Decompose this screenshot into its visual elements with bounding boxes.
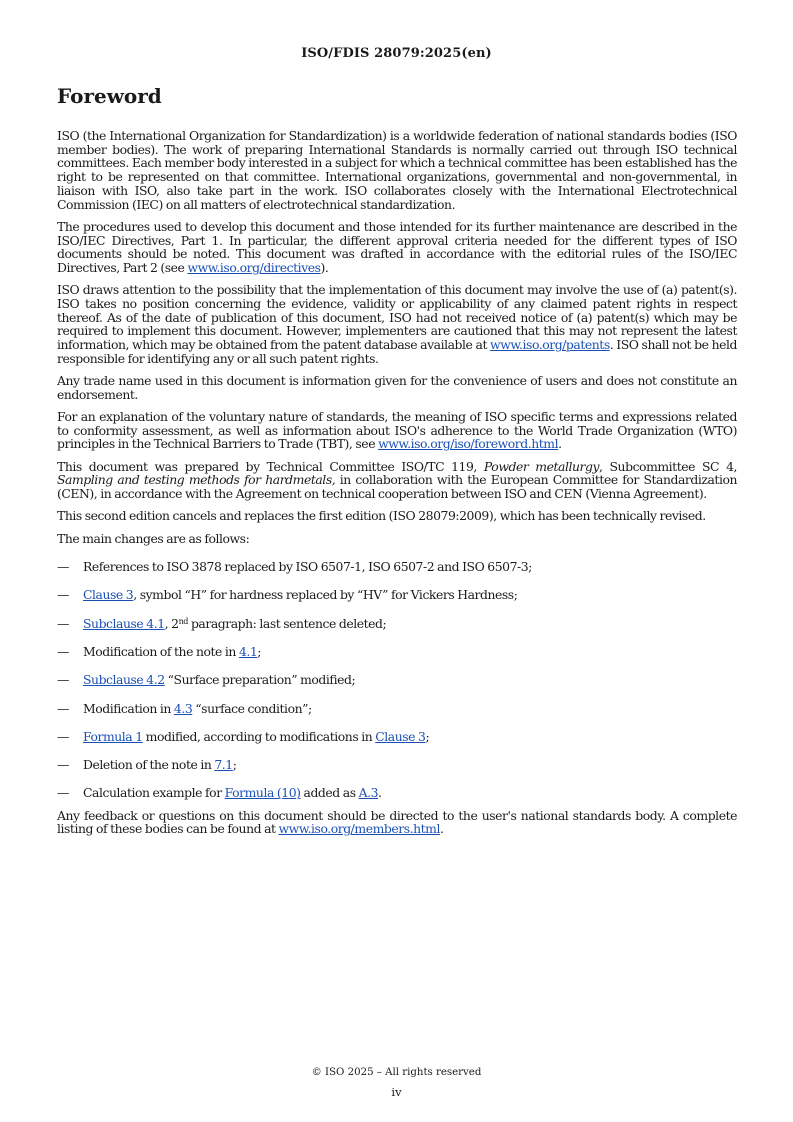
list-dash: — [57,728,69,744]
paragraph-tail: . [558,436,562,452]
list-item-text [83,786,382,800]
list-dash: — [57,587,69,603]
paragraph-tail: . ISO shall not be held responsible for identifying any or all such patent rights. [57,337,738,366]
list-dash: — [57,757,69,773]
patents-link[interactable]: www.iso.org/patents [490,337,610,353]
document-identifier: ISO/FDIS 28079:2025(en) [301,46,492,61]
copyright-notice: © ISO 2025 – All rights reserved [311,1067,482,1078]
paragraph-procedures [57,220,737,275]
paragraph-committee [57,460,737,501]
list-dash: — [57,559,69,575]
subcommittee-title: Sampling and testing methods for hardmetals, [57,472,336,488]
page-title: Foreword [57,84,162,108]
changes-list [57,560,737,800]
list-item-rest: Deletion of the note in [83,757,215,773]
list-item-text [83,758,236,772]
paragraph-tail: . [440,821,444,837]
paragraph-text: This document was prepared by Technical Committee ISO/TC 119, [57,458,484,474]
list-item-rest: , symbol “H” for hardness replaced by “HV” for Vickers Hardness; [133,587,518,603]
ref-7-1-link[interactable]: 7.1 [214,757,233,773]
ref-4-1-link[interactable]: 4.1 [238,643,258,659]
foreword-info-link[interactable]: www.iso.org/iso/foreword.html [378,436,559,452]
paragraph-text: The procedures used to develop this document and those intended for its further maintenance are described in the ISO/IEC Directives, Part 1. In particular, the different approval criteria needed for the different types of ISO documents should be noted. This document was drafted in accordance with the editorial rules of the ISO/IEC Directives, Part 2 (see [57,218,737,275]
list-item [57,560,737,574]
clause-3-link[interactable]: Clause 3 [83,587,134,603]
list-item-rest: modified, according to modifications in [142,728,376,744]
list-item [57,758,737,772]
list-item-rest: ; [425,728,430,744]
list-dash: — [57,700,69,716]
paragraph-text: Any feedback or questions on this document should be directed to the user's national standards body. A complete listing of these bodies can be found at [57,807,737,837]
page-number: iv [391,1085,402,1099]
list-item [57,588,737,602]
paragraph-text: , Subcommittee SC 4, [599,458,737,474]
clause-3-link[interactable]: Clause 3 [375,728,426,744]
paragraph-text: in collaboration with the European Committee for Standardization (CEN), in accordance with the Agreement on technical cooperation between ISO and CEN (Vienna Agreement). [57,472,737,502]
paragraph-trade-name: Any trade name used in this document is information given for the convenience of users and does not constitute an endorsement. [57,373,737,402]
annex-a-3-link[interactable]: A.3 [358,785,379,801]
members-link[interactable]: www.iso.org/members.html [278,821,440,837]
list-item [57,617,737,631]
list-item-text [83,588,517,602]
subclause-4-2-link[interactable]: Subclause 4.2 [83,672,165,688]
list-dash: — [57,615,69,631]
ordinal-suffix: nd [178,616,188,626]
list-item-text [83,673,355,687]
list-item-rest: paragraph: last sentence deleted; [187,615,387,631]
list-dash: — [57,785,69,801]
list-dash: — [57,672,69,688]
list-item [57,645,737,659]
paragraph-changes-intro: The main changes are as follows: [57,530,250,546]
paragraph-text: ISO draws attention to the possibility that the implementation of this document may involve the use of (a) patent(s). ISO takes no position concerning the evidence, validity or applicability of any claimed patent rights in respect thereof. As of the date of publication of this document, ISO had not received notice of (a) patent(s) which may be required to implement this document. However, implementers are cautioned that this may not represent the latest information, which may be obtained from the patent database available at [57,282,737,353]
paragraph-edition: This second edition cancels and replaces the first edition (ISO 28079:2009), which has been technically revised. [57,508,706,524]
list-item [57,702,737,716]
ref-4-3-link[interactable]: 4.3 [173,700,193,716]
list-item-rest: . [378,785,382,801]
directives-link[interactable]: www.iso.org/directives [187,259,321,275]
foreword-body [57,129,737,845]
paragraph-feedback [57,809,737,836]
paragraph-patents [57,283,737,365]
formula-10-link[interactable]: Formula (10) [224,785,301,801]
formula-1-link[interactable]: Formula 1 [83,728,143,744]
list-item-rest: Modification of the note in [83,643,239,659]
list-item-rest: ; [257,643,262,659]
list-item-rest: added as [300,785,359,801]
list-item-rest: ; [232,757,237,773]
list-item-rest: “Surface preparation” modified; [164,672,356,688]
list-dash: — [57,643,69,659]
paragraph-voluntary-nature [57,410,737,451]
paragraph-text: For an explanation of the voluntary nature of standards, the meaning of ISO specific terms and expressions related to conformity assessment, as well as information about ISO's adherence to the World Trade Organization (WTO) principles in the Technical Barriers to Trade (TBT), see [57,409,737,452]
list-item-text [83,645,261,659]
list-item-text [83,702,312,716]
list-item-text [83,617,386,631]
paragraph-tail: ). [320,259,329,275]
list-item [57,730,737,744]
list-item-rest: “surface condition”; [192,700,312,716]
list-item-rest: Modification in [83,700,174,716]
subclause-4-1-link[interactable]: Subclause 4.1 [83,615,165,631]
list-item-rest: , 2 [164,615,179,631]
list-item [57,786,737,800]
paragraph-iso-overview: ISO (the International Organization for Standardization) is a worldwide federation of national standards bodies (ISO member bodies). The work of preparing International Standards is normally carried out through ISO technical committees. Each member body interested in a subject for which a technical committee has been established has the right to be represented on that committee. International organizations, governmental and non-governmental, in liaison with ISO, also take part in the work. ISO collaborates closely with the International Electrotechnical Commission (IEC) on all matters of electrotechnical standardization. [57,128,737,212]
committee-title: Powder metallurgy [483,458,600,474]
list-item-text [83,730,429,744]
list-item-text: References to ISO 3878 replaced by ISO 6507-1, ISO 6507-2 and ISO 6507-3; [83,559,532,575]
list-item-rest: Calculation example for [83,785,225,801]
list-item [57,673,737,687]
